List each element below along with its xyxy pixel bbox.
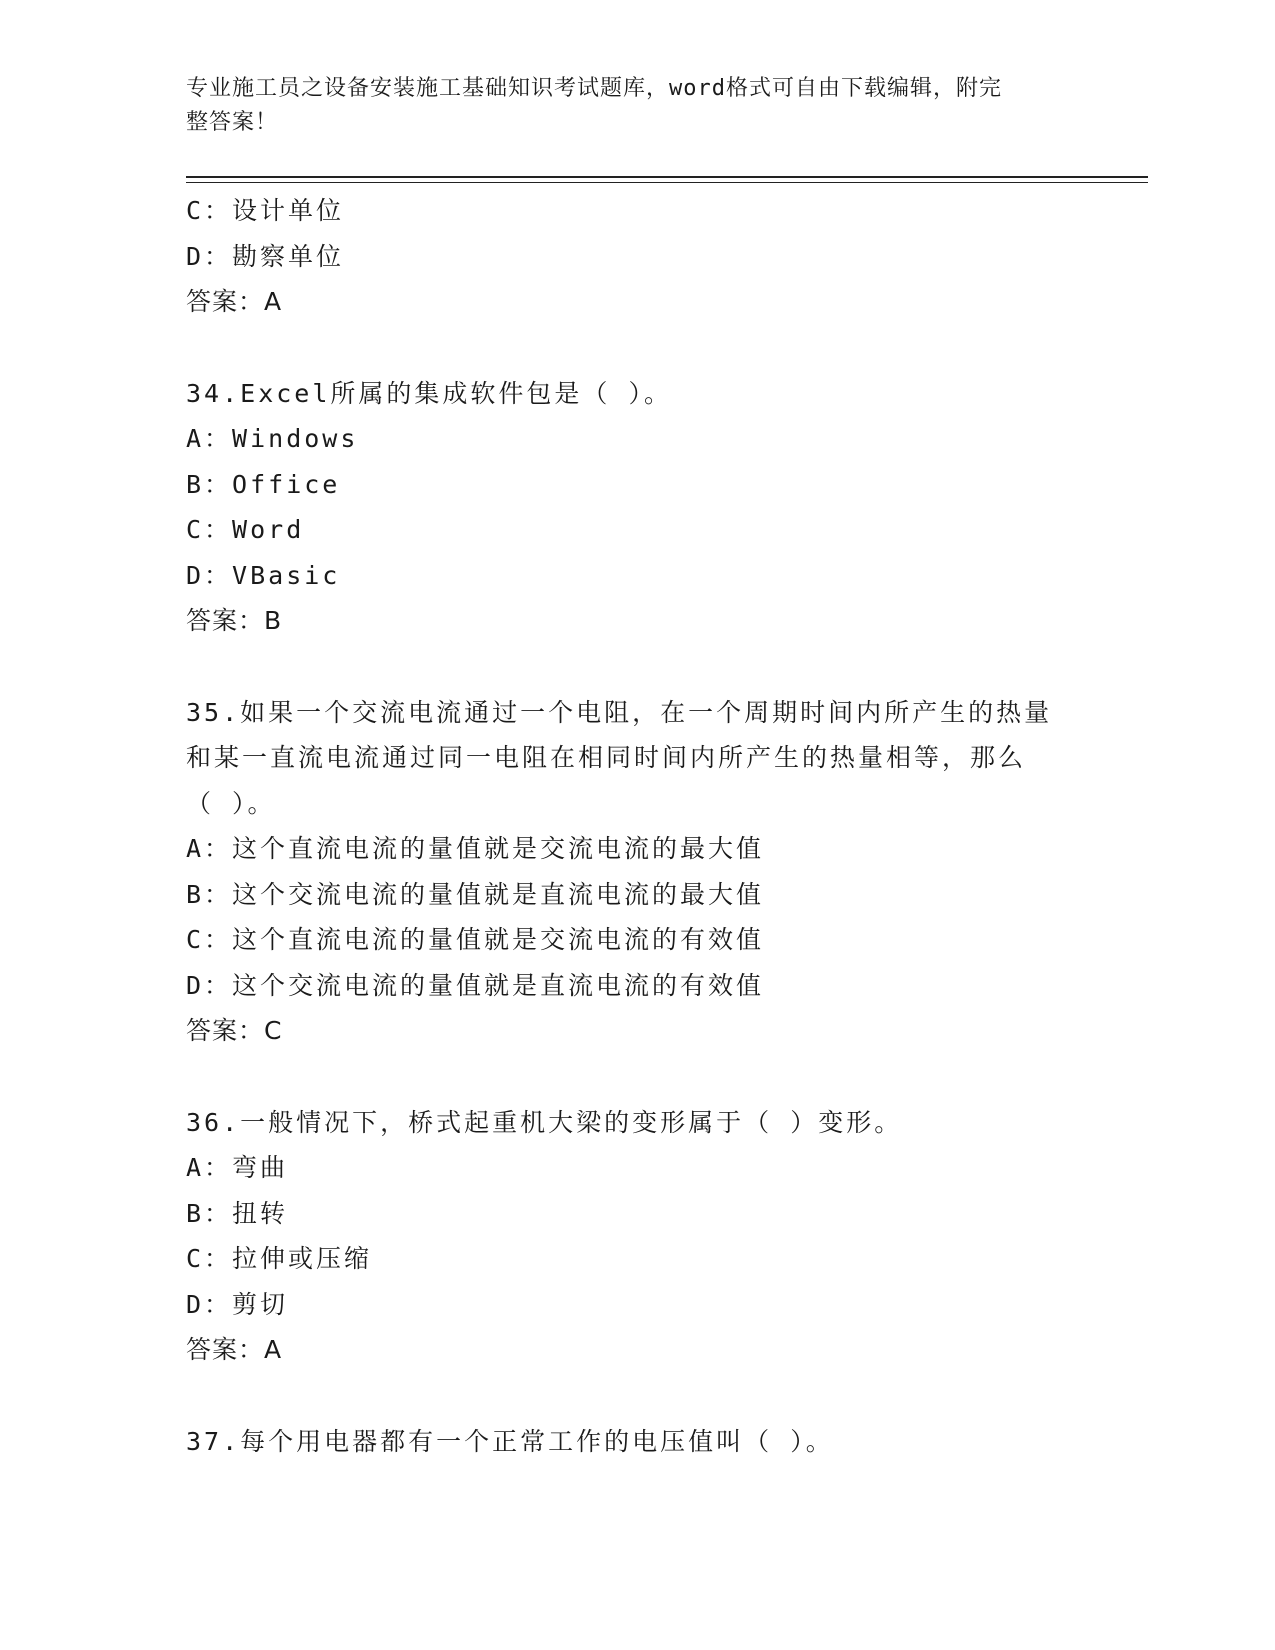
question-stem: 36.一般情况下，桥式起重机大梁的变形属于（ ）变形。	[186, 1107, 903, 1137]
option-c: C：拉伸或压缩	[186, 1244, 373, 1273]
question-stem: 37.每个用电器都有一个正常工作的电压值叫（ ）。	[186, 1426, 834, 1456]
answer-label: 答案：A	[186, 1335, 283, 1364]
question-stem-line-3: （ ）。	[186, 788, 276, 818]
header-divider-thin	[186, 182, 1148, 183]
option-c: C：Word	[186, 515, 305, 544]
question-37	[186, 1419, 1086, 1465]
option-d: D：这个交流电流的量值就是直流电流的有效值	[186, 970, 765, 1000]
spacer	[186, 1054, 1086, 1100]
answer-label: 答案：C	[186, 1016, 283, 1045]
question-list	[186, 188, 1086, 1464]
option-a: A：弯曲	[186, 1153, 289, 1182]
question-34	[186, 371, 1086, 644]
option-b: B：这个交流电流的量值就是直流电流的最大值	[186, 879, 765, 909]
option-d: D：剪切	[186, 1289, 289, 1319]
question-stem: 34.Excel所属的集成软件包是（ ）。	[186, 378, 672, 408]
option-c: C：这个直流电流的量值就是交流电流的有效值	[186, 925, 765, 954]
question-stem-line-1: 35.如果一个交流电流通过一个电阻，在一个周期时间内所产生的热量	[186, 697, 1053, 727]
spacer	[186, 325, 1086, 371]
header-line-1: 专业施工员之设备安装施工基础知识考试题库，word格式可自由下载编辑，附完	[186, 76, 1002, 101]
spacer	[186, 1373, 1086, 1419]
answer-label: 答案：A	[186, 287, 283, 316]
question-36	[186, 1100, 1086, 1373]
spacer	[186, 644, 1086, 690]
option-b: B：Office	[186, 469, 341, 499]
option-a: A：Windows	[186, 424, 359, 453]
question-stem-line-2: 和某一直流电流通过同一电阻在相同时间内所产生的热量相等，那么	[186, 743, 1027, 772]
question-33-tail	[186, 188, 1086, 325]
header-line-2: 整答案！	[186, 110, 279, 135]
option-b: B：扭转	[186, 1198, 289, 1228]
question-35	[186, 690, 1086, 1054]
option-d: D：VBasic	[186, 560, 341, 590]
header-divider-thick	[186, 176, 1148, 178]
document-header	[186, 72, 1086, 140]
option-a: A：这个直流电流的量值就是交流电流的最大值	[186, 834, 765, 863]
option-c: C：设计单位	[186, 196, 345, 225]
answer-label: 答案：B	[186, 606, 283, 635]
option-d: D：勘察单位	[186, 241, 345, 271]
